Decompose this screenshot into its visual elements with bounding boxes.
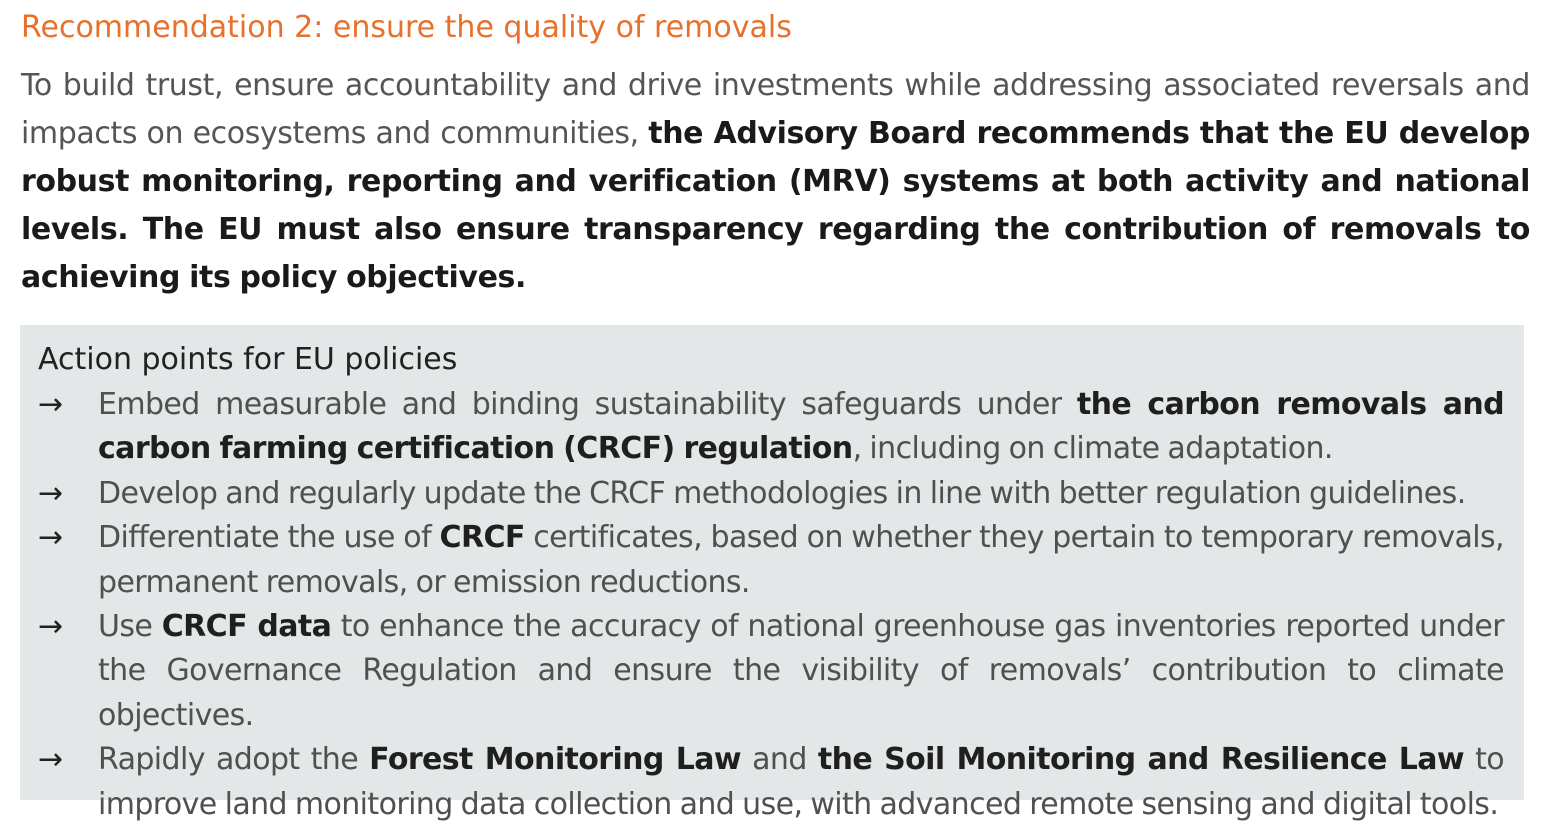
action-point-3 xyxy=(20,516,1524,605)
action-point-bold: CRCF xyxy=(439,520,525,556)
action-point-bold: the Soil Monitoring and Resilience Law xyxy=(817,742,1464,778)
recommendation-heading: Recommendation 2: ensure the quality of removals xyxy=(21,10,792,45)
action-point-text: to enhance the accuracy of national greenhouse gas inventories reported under the Governance Regulation and ensure the visibility of removals’ contribution to climate objectives. xyxy=(98,609,1504,733)
action-point-text: Embed measurable and binding sustainability safeguards under xyxy=(98,387,1077,422)
intro-plain-text: To build trust, ensure accountability and drive investments while addressing associated reversals and impacts on ecosystems and communities, xyxy=(21,68,1530,151)
arrow-right-icon: → xyxy=(38,387,63,422)
arrow-right-icon: → xyxy=(38,609,63,645)
arrow-right-icon: → xyxy=(38,475,63,511)
action-points-box xyxy=(20,325,1524,822)
action-point-text: Rapidly adopt the xyxy=(98,742,370,778)
action-point-text: certificates, based on whether they pertain to temporary removals, permanent removals, or emission reductions. xyxy=(98,520,1504,600)
action-point-bold: the carbon removals and carbon farming certification (CRCF) regulation xyxy=(98,387,1505,467)
action-point-bold: Forest Monitoring Law xyxy=(369,742,742,778)
action-point-2 xyxy=(20,472,1524,516)
intro-bold-text: the Advisory Board recommends that the EU develop robust monitoring, reporting and verification (MRV) systems at both activity and national levels. The EU must also ensure transparency regarding the contribution of removals to achieving its policy objectives. xyxy=(21,116,1530,295)
action-point-text: , including on climate adaptation. xyxy=(852,431,1333,467)
action-point-4 xyxy=(20,605,1524,738)
action-points-title: Action points for EU policies xyxy=(38,342,458,377)
intro-paragraph xyxy=(21,62,1530,302)
arrow-right-icon: → xyxy=(38,520,63,556)
action-point-text: and xyxy=(741,742,818,778)
action-point-text: to improve land monitoring data collection and use, with advanced remote sensing and digital tools. xyxy=(98,742,1505,822)
action-point-5 xyxy=(20,738,1524,827)
action-points-list xyxy=(20,383,1524,827)
action-point-bold: CRCF data xyxy=(161,609,332,645)
action-point-text: Use xyxy=(98,609,162,645)
arrow-right-icon: → xyxy=(38,742,63,778)
action-point-text: Develop and regularly update the CRCF methodologies in line with better regulation guidelines. xyxy=(98,475,1466,511)
action-point-1 xyxy=(20,383,1524,472)
action-point-text: Differentiate the use of xyxy=(98,520,440,556)
